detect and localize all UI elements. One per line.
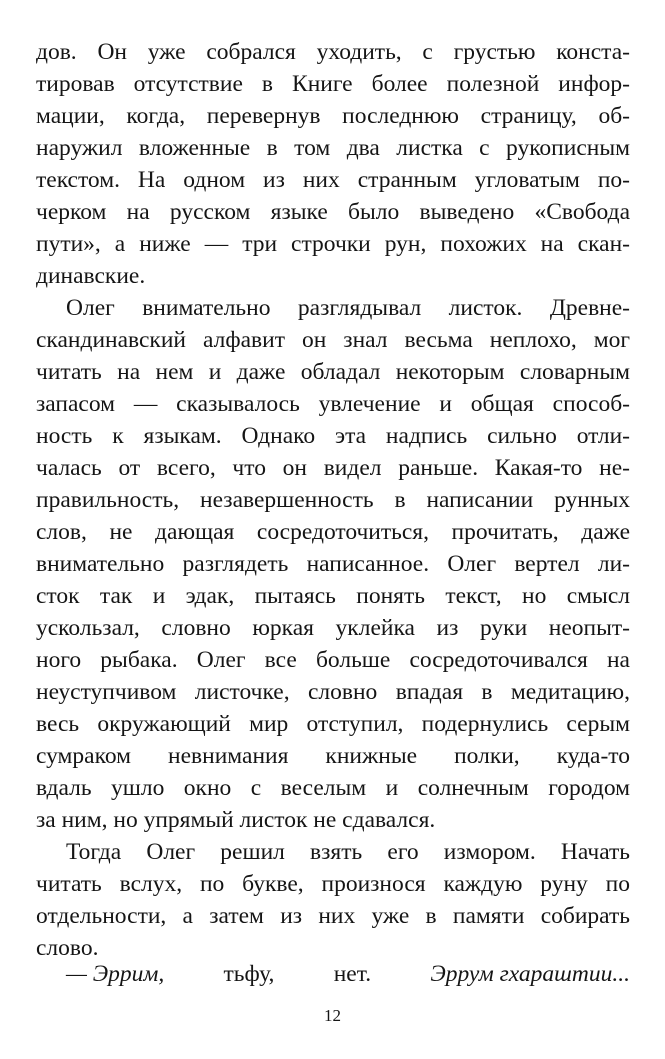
text-line: динавские. <box>36 263 146 289</box>
text-line: чалась от всего, что он видел раньше. Какая-то не- <box>36 455 630 481</box>
text-line: запасом — сказывалось увлечение и общая способ- <box>36 391 630 417</box>
text-line: читать на нем и даже обладал некоторым словарным <box>36 359 630 385</box>
text-line: весь окружающий мир отступил, подернулись серым <box>36 711 630 737</box>
dialogue-word-2: тьфу, <box>223 961 275 987</box>
text-line: ускользал, словно юркая уклейка из руки неопыт- <box>36 615 630 641</box>
text-line: неуступчивом листочке, словно впадая в медитацию, <box>36 679 630 705</box>
text-line: мации, когда, перевернув последнюю страницу, об- <box>36 103 630 129</box>
text-line: слово. <box>36 935 99 961</box>
text-line: тировав отсутствие в Книге более полезной инфор- <box>36 71 630 97</box>
dialogue-speech-1: — Эррим, <box>66 961 165 987</box>
text-line: ность к языкам. Однако эта надпись сильно отли- <box>36 423 630 449</box>
text-line: читать вслух, по букве, произнося каждую руну по <box>36 871 630 897</box>
text-line: текстом. На одном из них странным угловатым по- <box>36 167 630 193</box>
text-line: сумраком невнимания книжные полки, куда-то <box>36 743 630 769</box>
text-line: ного рыбака. Олег все больше сосредоточивался на <box>36 647 630 673</box>
text-line: за ним, но упрямый листок не сдавался. <box>36 807 436 833</box>
text-line: сток так и эдак, пытаясь понять текст, но смысл <box>36 583 630 609</box>
text-line: правильность, незавершенность в написании рунных <box>36 487 630 513</box>
page-number: 12 <box>324 1006 341 1025</box>
text-line: скандинавский алфавит он знал весьма неплохо, мог <box>36 327 630 353</box>
text-line: отдельности, а затем из них уже в памяти собирать <box>36 903 630 929</box>
dialogue-line <box>66 959 630 989</box>
text-line: дов. Он уже собрался уходить, с грустью конста- <box>36 39 630 65</box>
text-line: Олег внимательно разглядывал листок. Древне- <box>66 295 630 321</box>
text-line: слов, не дающая сосредоточиться, прочитать, даже <box>36 519 630 545</box>
text-line: черком на русском языке было выведено «Свобода <box>36 199 630 225</box>
text-line: Тогда Олег решил взять его измором. Начать <box>66 839 630 865</box>
text-line: наружил вложенные в том два листка с рукописным <box>36 135 630 161</box>
text-line: пути», а ниже — три строчки рун, похожих на скан- <box>36 231 630 257</box>
text-line: внимательно разглядеть написанное. Олег вертел ли- <box>36 551 630 577</box>
text-line: вдаль ушло окно с веселым и солнечным городом <box>36 775 630 801</box>
dialogue-speech-4: Эррум гхараштии... <box>430 961 630 987</box>
dialogue-word-3: нет. <box>333 961 372 987</box>
